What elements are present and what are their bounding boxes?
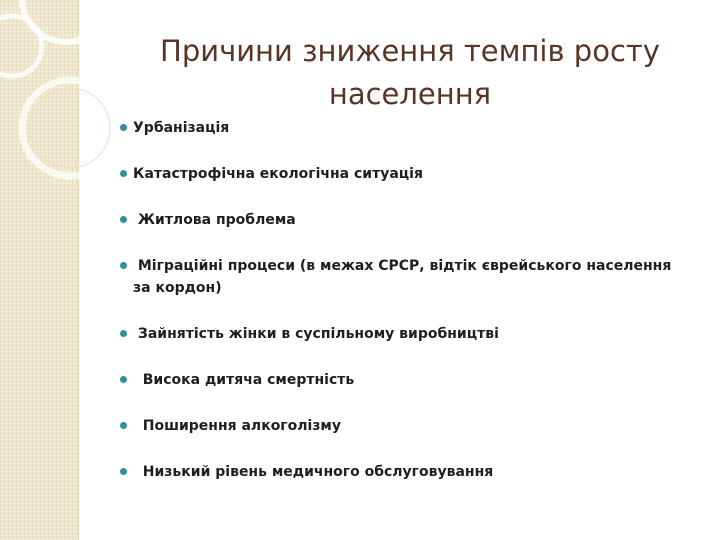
decor-circle-top — [22, 0, 110, 42]
bullet-text: Житлова проблема — [133, 212, 296, 228]
decorative-circles — [0, 0, 120, 200]
bullet-icon — [120, 422, 127, 429]
bullet-text: Поширення алкоголізму — [133, 418, 341, 434]
decor-circle-small — [0, 16, 42, 76]
bullet-list — [120, 0, 700, 540]
bullet-item — [120, 323, 690, 345]
bullet-icon — [120, 262, 127, 269]
bullet-icon — [120, 330, 127, 337]
bullet-text: Низький рівень медичного обслуговування — [133, 464, 494, 480]
bullet-item — [120, 209, 690, 231]
bullet-text: Урбанізація — [133, 120, 230, 136]
bullet-item — [120, 163, 690, 185]
decor-circle-large — [22, 80, 118, 176]
bullet-icon — [120, 216, 127, 223]
bullet-text: Висока дитяча смертність — [133, 372, 355, 388]
bullet-item — [120, 369, 690, 391]
bullet-item — [120, 461, 690, 483]
bullet-text: Міграційні процеси (в межах СРСР, відтік єврейського населення за кордон) — [133, 258, 677, 296]
bullet-text: Зайнятість жінки в суспільному виробництві — [133, 326, 499, 342]
bullet-icon — [120, 376, 127, 383]
bullet-icon — [120, 124, 127, 131]
decor-circle-inner — [30, 88, 110, 168]
bullet-item — [120, 117, 690, 139]
bullet-icon — [120, 170, 127, 177]
bullet-item — [120, 255, 690, 299]
bullet-icon — [120, 468, 127, 475]
bullet-item — [120, 415, 690, 437]
slide-title: Причини зниження темпів росту населення — [160, 34, 660, 111]
bullet-text: Катастрофічна екологічна ситуація — [133, 166, 423, 182]
